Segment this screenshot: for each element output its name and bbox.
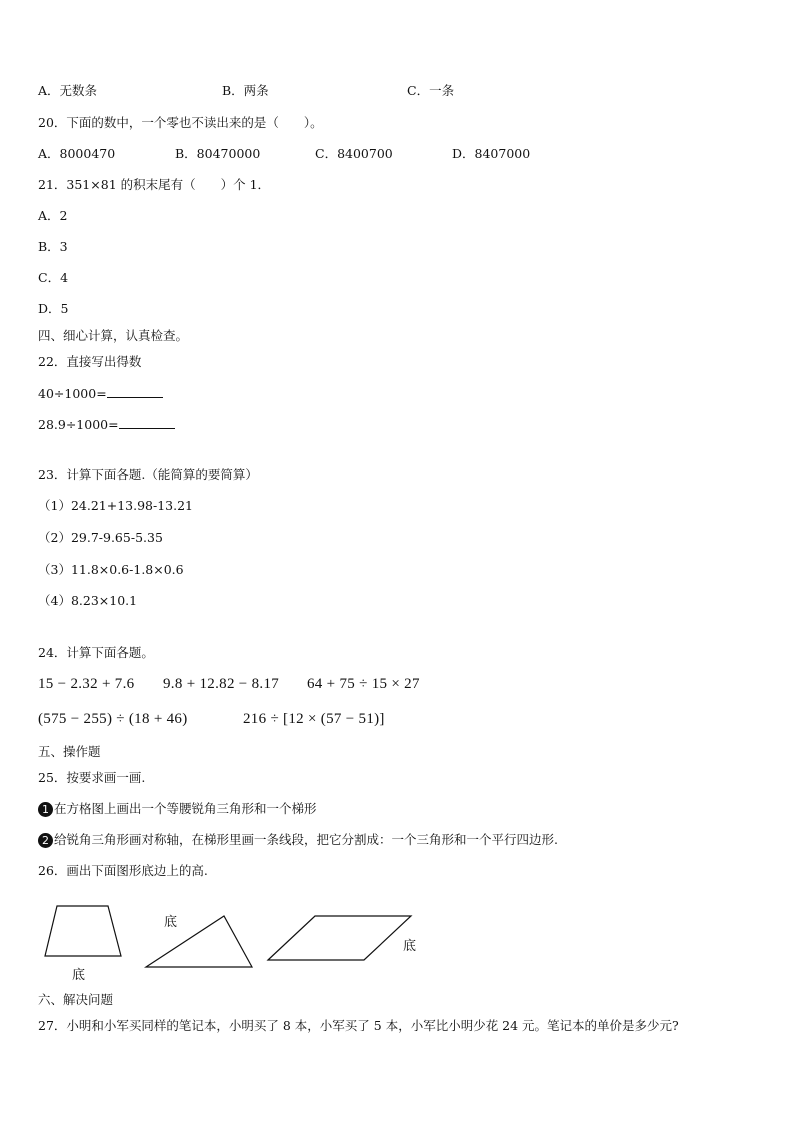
q24-expr-2: 9.8 + 12.82 − 8.17 xyxy=(163,676,280,692)
q25-item-2-text: 给锐角三角形画对称轴，在梯形里画一条线段，把它分割成：一个三角形和一个平行四边形. xyxy=(54,832,558,847)
q23-item-2: （2）29.7-9.65-5.35 xyxy=(38,530,163,545)
circled-number-1: 1 xyxy=(38,802,53,817)
trapezoid-base-label: 底 xyxy=(72,968,86,983)
q24-expr-3: 64 + 75 ÷ 15 × 27 xyxy=(307,676,420,692)
q25-item-1-text: 在方格图上画出一个等腰锐角三角形和一个梯形 xyxy=(54,801,317,816)
q27-stem: 27．小明和小军买同样的笔记本，小明买了 8 本，小军买了 5 本，小军比小明少花 24 元。笔记本的单价是多少元? xyxy=(38,1018,679,1033)
q22-stem: 22．直接写出得数 xyxy=(38,354,142,369)
q19-option-b: B．两条 xyxy=(222,83,269,98)
q21-option-d: D．5 xyxy=(38,301,69,316)
q25-stem: 25．按要求画一画. xyxy=(38,770,146,785)
q24-stem: 24．计算下面各题。 xyxy=(38,645,154,660)
trapezoid-shape xyxy=(45,906,121,956)
section-5-heading: 五、操作题 xyxy=(38,744,101,759)
q19-option-c: C．一条 xyxy=(407,83,455,98)
q22-item-1-expr: 40÷1000= xyxy=(38,386,107,401)
q21-option-c: C．4 xyxy=(38,270,69,285)
q26-stem: 26．画出下面图形底边上的高. xyxy=(38,863,208,878)
triangle-base-label: 底 xyxy=(164,915,178,930)
q19-option-a: A．无数条 xyxy=(38,83,98,98)
triangle-shape xyxy=(146,916,252,967)
parallelogram-shape xyxy=(268,916,411,960)
q24-expr-5: 216 ÷ [12 × (57 − 51)] xyxy=(243,711,385,727)
parallelogram-base-label: 底 xyxy=(403,939,417,954)
section-6-heading: 六、解决问题 xyxy=(38,992,114,1007)
q21-stem: 21．351×81 的积末尾有（ ）个 1． xyxy=(38,177,271,192)
q23-stem: 23．计算下面各题.（能简算的要简算） xyxy=(38,467,258,482)
q24-expr-4: (575 − 255) ÷ (18 + 46) xyxy=(38,711,188,727)
q20-stem: 20．下面的数中，一个零也不读出来的是（ ）。 xyxy=(38,115,323,130)
q23-item-4: （4）8.23×10.1 xyxy=(38,593,138,608)
circled-number-2: 2 xyxy=(38,833,53,848)
q22-item-2-expr: 28.9÷1000= xyxy=(38,417,119,432)
q21-option-a: A．2 xyxy=(38,208,68,223)
q20-option-c: C．8400700 xyxy=(315,146,393,161)
q20-option-d: D．8407000 xyxy=(452,146,531,161)
q20-option-b: B．80470000 xyxy=(175,146,261,161)
q21-option-b: B．3 xyxy=(38,239,68,254)
q23-item-3: （3）11.8×0.6-1.8×0.6 xyxy=(38,562,184,577)
q20-option-a: A．8000470 xyxy=(38,146,116,161)
q24-expr-1: 15 − 2.32 + 7.6 xyxy=(38,676,135,692)
section-4-heading: 四、细心计算，认真检查。 xyxy=(38,328,189,343)
q23-item-1: （1）24.21+13.98-13.21 xyxy=(38,498,194,513)
